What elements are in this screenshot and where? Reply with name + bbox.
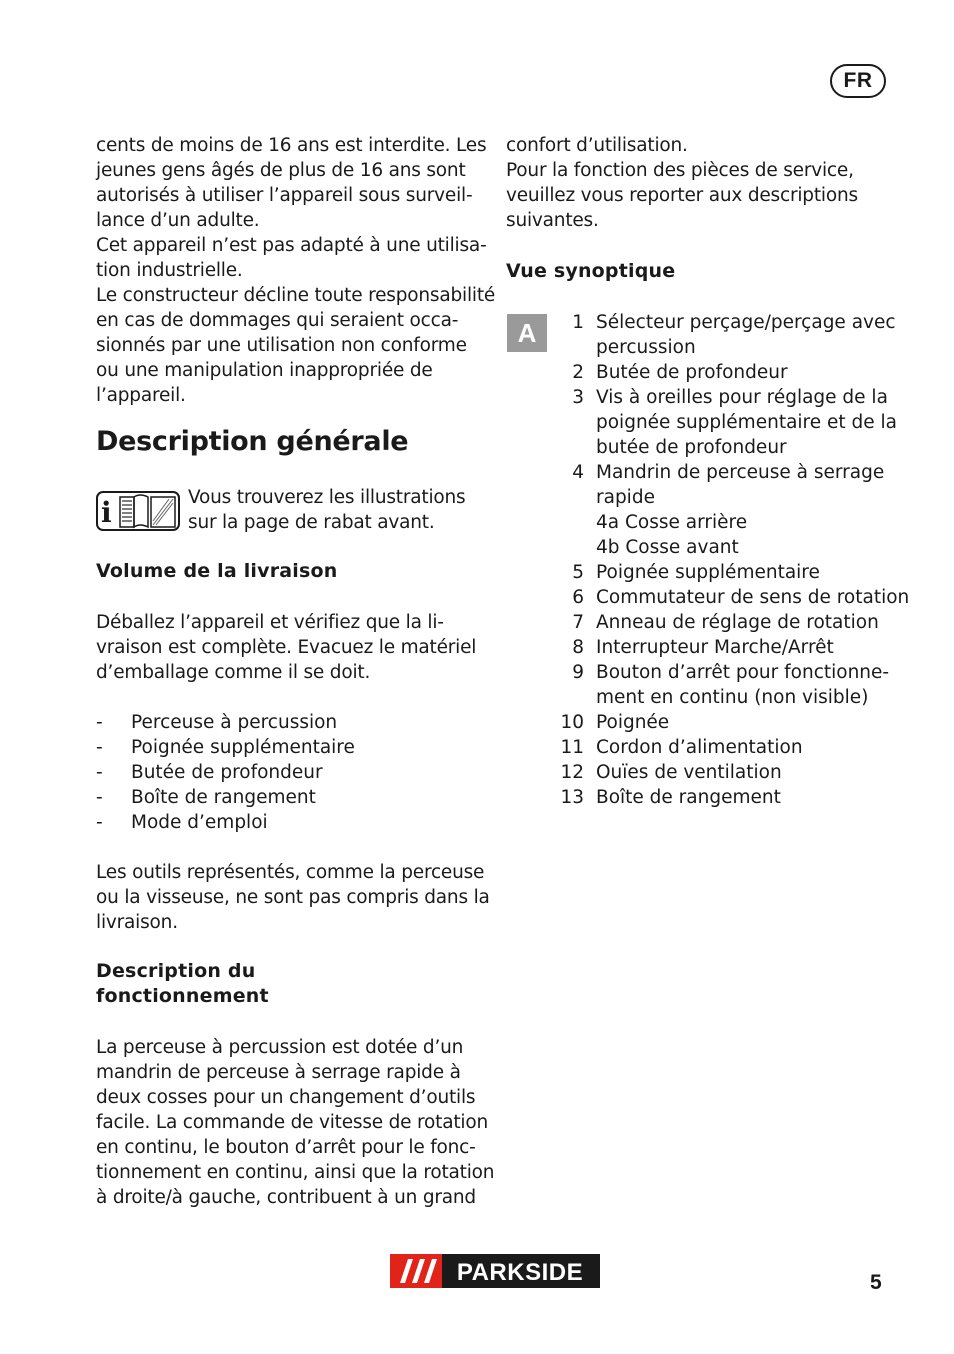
- delivery-item: [96, 810, 476, 835]
- parts-list: [554, 310, 934, 820]
- delivery-item-label: Butée de profondeur: [131, 762, 323, 783]
- part-label: Anneau de réglage de rotation: [596, 612, 879, 633]
- part-number: 7: [572, 612, 584, 633]
- part-number: 6: [572, 587, 584, 608]
- bullet-dash: -: [96, 812, 103, 833]
- delivery-heading: Volume de la livraison: [96, 560, 338, 582]
- continued-paragraph: confort d’utilisation. Pour la fonction des pièces de service, veuillez vous reporter aux descriptions suivantes.: [506, 135, 858, 231]
- bullet-dash: -: [96, 712, 103, 733]
- part-label: Sélecteur perçage/perçage avec percussion: [596, 312, 896, 358]
- part-label: Cordon d’alimentation: [596, 737, 803, 758]
- parkside-logo: [390, 1254, 600, 1288]
- part-number: 11: [560, 737, 584, 758]
- part-number: 9: [572, 662, 584, 683]
- part-label: Vis à oreilles pour réglage de la poignée supplémentaire et de la butée de profondeur: [596, 387, 898, 458]
- function-heading: Description du fonctionnement: [96, 960, 269, 1007]
- part-number: 12: [560, 762, 584, 783]
- section-title: Description générale: [96, 426, 409, 457]
- part-label: Ouïes de ventilation: [596, 762, 782, 783]
- delivery-item: [96, 710, 476, 735]
- part-label: Butée de profondeur: [596, 362, 788, 383]
- function-text: La perceuse à percussion est dotée d’un mandrin de perceuse à serrage rapide à deux cosses pour un changement d’outils facile. La commande de vitesse de rotation en continu, le bouton d’arrêt pour le fonc- tionnement en continu, ainsi que la rotation à droite/à gauche, contribuent à un grand: [96, 1037, 495, 1208]
- part-number: 10: [560, 712, 584, 733]
- part-number: 1: [572, 312, 584, 333]
- part-number: 3: [572, 387, 584, 408]
- delivery-item-label: Poignée supplémentaire: [131, 737, 355, 758]
- bullet-dash: -: [96, 762, 103, 783]
- part-number: 8: [572, 637, 584, 658]
- info-note: Vous trouverez les illustrations sur la page de rabat avant.: [188, 487, 466, 533]
- part-number: 13: [560, 787, 584, 808]
- page-number: 5: [870, 1271, 882, 1294]
- overview-heading: Vue synoptique: [506, 260, 676, 282]
- part-number: 2: [572, 362, 584, 383]
- info-book-icon: [96, 489, 180, 533]
- delivery-item-label: Perceuse à percussion: [131, 712, 338, 733]
- figure-label-box: A: [507, 314, 547, 352]
- delivery-item: [96, 760, 476, 785]
- part-number: 5: [572, 562, 584, 583]
- part-label: Boîte de rangement: [596, 787, 781, 808]
- part-label: Mandrin de perceuse à serrage rapide 4a Cosse arrière 4b Cosse avant: [596, 462, 885, 558]
- part-label: Commutateur de sens de rotation: [596, 587, 910, 608]
- delivery-item: [96, 785, 476, 810]
- tools-note: Les outils représentés, comme la perceuse ou la visseuse, ne sont pas compris dans la livraison.: [96, 862, 490, 933]
- logo-text: PARKSIDE: [456, 1259, 584, 1286]
- bullet-dash: -: [96, 737, 103, 758]
- part-label: Bouton d’arrêt pour fonctionne- ment en continu (non visible): [596, 662, 890, 708]
- part-number: 4: [572, 462, 584, 483]
- delivery-text: Déballez l’appareil et vérifiez que la li- vraison est complète. Evacuez le matériel d’emballage comme il se doit.: [96, 612, 477, 683]
- language-badge: FR: [830, 64, 886, 98]
- delivery-item-label: Boîte de rangement: [131, 787, 316, 808]
- part-label: Interrupteur Marche/Arrêt: [596, 637, 834, 658]
- svg-text:i: i: [101, 496, 112, 529]
- part-label: Poignée: [596, 712, 670, 733]
- delivery-list: [96, 710, 476, 835]
- delivery-item-label: Mode d’emploi: [131, 812, 268, 833]
- intro-paragraph: cents de moins de 16 ans est interdite. Les jeunes gens âgés de plus de 16 ans sont autorisés à utiliser l’appareil sous surveil- lance d’un adulte. Cet appareil n’est pas adapté à une utilisa- tion industrielle. Le constructeur décline toute responsabilité en cas de dommages qui seraient occa- sionnés par une utilisation non conforme ou une manipulation inappropriée de l’appareil.: [96, 135, 496, 406]
- bullet-dash: -: [96, 787, 103, 808]
- delivery-item: [96, 735, 476, 760]
- part-label: Poignée supplémentaire: [596, 562, 820, 583]
